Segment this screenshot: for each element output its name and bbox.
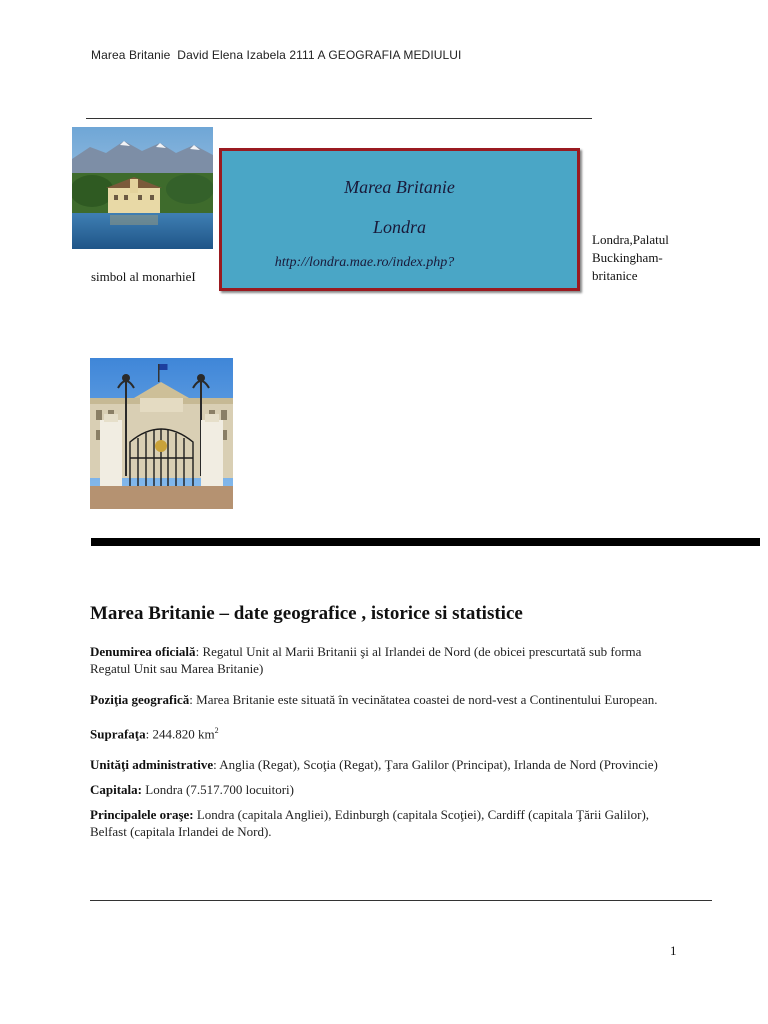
caption-left: simbol al monarhieI bbox=[91, 269, 196, 284]
caption-right-line2: Buckingham- bbox=[592, 250, 663, 265]
fact-area: Suprafaţa: 244.820 $km^2$ bbox=[90, 726, 219, 742]
section-divider bbox=[91, 538, 760, 546]
caption-right-line3: britanice bbox=[592, 268, 638, 283]
facts-list bbox=[90, 643, 660, 854]
fact-official-name: Denumirea oficială: Regatul Unit al Marii Britanii şi al Irlandei de Nord (de obicei prescurtată sub forma Regatul Unit sau Marea Britanie) bbox=[90, 644, 642, 676]
fact-label: Principalele oraşe: bbox=[90, 807, 194, 823]
fact-geographic-position: Poziţia geografică: Marea Britanie este situată în vecinătatea coastei de nord-vest a Continentului European. bbox=[90, 692, 658, 707]
fact-value: Londra (7.517.700 locuitori) bbox=[145, 782, 294, 798]
fact-superscript: 2 bbox=[214, 726, 219, 735]
fact-value: 244.820 km bbox=[152, 726, 215, 742]
page-number: 1 bbox=[670, 943, 677, 958]
fact-value: Londra (capitala Angliei), Edinburgh (capitala Scoţiei), Cardiff (capitala Ţării Galilor), Belfast (capitala Irlandei de Nord). bbox=[90, 807, 650, 840]
section-title: Marea Britanie – date geografice , istorice si statistice bbox=[90, 603, 523, 624]
box-link[interactable]: http://londra.mae.ro/index.php? bbox=[274, 255, 455, 270]
fact-main-cities bbox=[90, 806, 660, 840]
fact-label: Suprafaţa bbox=[90, 726, 146, 742]
box-title-country: Marea Britanie bbox=[344, 177, 455, 197]
caption-right bbox=[592, 231, 712, 285]
caption-right-line1: Londra,Palatul bbox=[592, 232, 669, 247]
title-box bbox=[219, 148, 580, 291]
header-divider bbox=[86, 118, 592, 119]
lake-castle-photo bbox=[72, 127, 213, 249]
fact-label: Denumirea oficială bbox=[90, 644, 196, 659]
fact-value: Regatul Unit al Marii Britanii şi al Irlandei de Nord (de obicei prescurtată sub forma Regatul Unit sau Marea Britanie) bbox=[90, 644, 642, 676]
fact-label: Unităţi administrative bbox=[90, 757, 214, 773]
buckingham-palace-photo bbox=[90, 358, 233, 509]
fact-administrative-units: Unităţi administrative: Anglia (Regat), Scoţia (Regat), Ţara Galilor (Principat), Irlanda de Nord (Provincie) bbox=[90, 757, 658, 773]
document-header: Marea Britanie David Elena Izabela 2111 A GEOGRAFIA MEDIULUI bbox=[91, 48, 462, 62]
footer-divider bbox=[90, 900, 712, 901]
fact-capital bbox=[90, 781, 660, 798]
fact-value: Anglia (Regat), Scoţia (Regat), Ţara Galilor (Principat), Irlanda de Nord (Provincie) bbox=[219, 757, 658, 773]
fact-label: Capitala: bbox=[90, 782, 142, 798]
fact-value: Marea Britanie este situată în vecinătatea coastei de nord-vest a Continentului European. bbox=[196, 692, 658, 707]
fact-label: Poziţia geografică bbox=[90, 692, 190, 707]
box-title-city: Londra bbox=[372, 217, 426, 237]
